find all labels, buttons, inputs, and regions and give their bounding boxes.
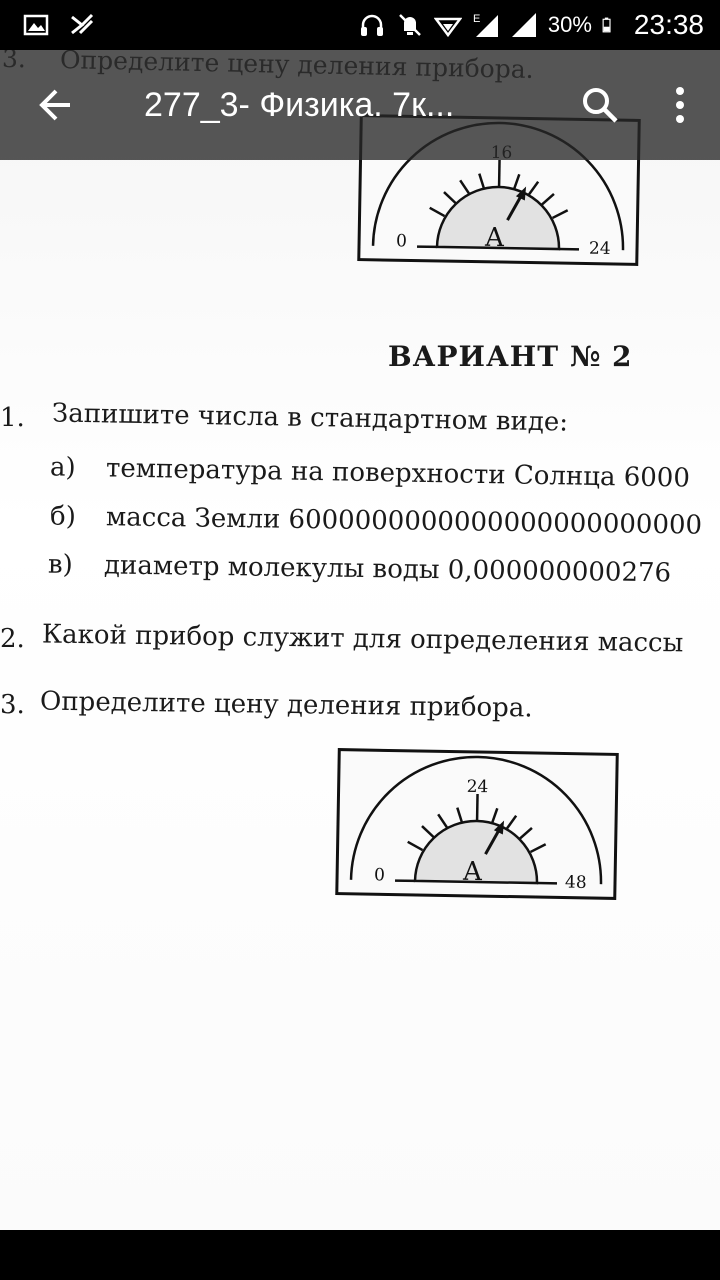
back-arrow-icon (36, 85, 76, 125)
meter-bottom-max: 48 (564, 872, 587, 893)
question-1-b: б) масса Земли 6000000000000000000000000 (49, 501, 703, 541)
meter-bottom-mid: 24 (466, 776, 489, 798)
variant-title: ВАРИАНТ № 2 (388, 340, 633, 373)
question-2: Какой прибор служит для определения массы (41, 619, 684, 659)
meter-top-min: 0 (395, 231, 408, 252)
signal-icon-2 (510, 11, 538, 39)
status-bar (0, 0, 720, 50)
image-icon (22, 11, 50, 39)
more-options-button[interactable] (640, 50, 720, 160)
search-icon (580, 85, 620, 125)
meter-top-unit: A (484, 222, 505, 254)
battery-percent: 30% (547, 12, 592, 37)
question-3: Определите цену деления прибора. (39, 686, 533, 724)
question-3-number: 3. (0, 690, 25, 720)
question-1-c: в) диаметр молекулы воды 0,000000000276 (47, 549, 672, 589)
battery-icon (602, 11, 618, 39)
app-toolbar (0, 50, 720, 160)
meter-bottom-unit: A (462, 856, 483, 888)
signal-icon (472, 11, 500, 39)
document-title: 277_3- Физика. 7к... (144, 85, 455, 124)
headset-icon (358, 11, 386, 39)
do-not-disturb-icon (396, 11, 424, 39)
question-2-number: 2. (0, 624, 25, 654)
question-1-a: а) температура на поверхности Солнца 6000 (49, 452, 691, 494)
meter-bottom-min: 0 (373, 865, 386, 886)
back-button[interactable] (0, 50, 112, 160)
clock: 23:38 (633, 9, 704, 40)
question-1-number: 1. (0, 403, 25, 433)
navigation-bar (0, 1230, 720, 1280)
ammeter-bottom (335, 748, 620, 903)
sync-icon (68, 11, 96, 39)
search-button[interactable] (560, 50, 640, 160)
document-viewer[interactable] (0, 50, 720, 1230)
svg-text:E: E (472, 13, 481, 25)
wifi-icon (434, 11, 462, 39)
meter-top-max: 24 (588, 238, 611, 259)
question-1: Запишите числа в стандартном виде: (51, 398, 569, 438)
document-photo (0, 50, 720, 1230)
more-vert-icon (674, 85, 686, 125)
